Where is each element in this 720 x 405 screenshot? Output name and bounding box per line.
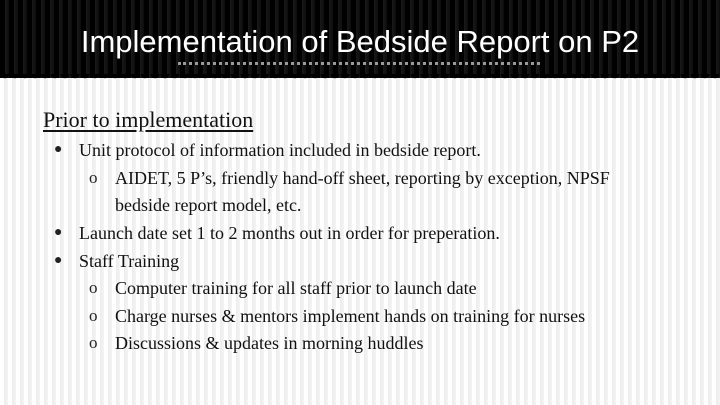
bullet-item-staff-training: Staff Training [79, 251, 180, 271]
bullet-item-unit-protocol: Unit protocol of information included in bedside report. [79, 140, 481, 160]
slide-title: Implementation of Bedside Report on P2 [80, 24, 640, 59]
sub-bullet-icon: o [89, 333, 98, 352]
sub-item-discussions: Discussions & updates in morning huddles [115, 333, 424, 353]
bullet-icon: ● [54, 253, 63, 268]
bullet-item-launch-date: Launch date set 1 to 2 months out in order for preperation. [79, 223, 500, 243]
sub-item-aidet-line1: AIDET, 5 P’s, friendly hand-off sheet, reporting by exception, NPSF [115, 168, 610, 188]
bullet-icon: ● [54, 225, 63, 240]
section-heading: Prior to implementation [43, 107, 254, 132]
sub-item-charge-nurses: Charge nurses & mentors implement hands on training for nurses [115, 306, 586, 326]
sub-item-computer-training: Computer training for all staff prior to launch date [115, 278, 477, 298]
sub-item-aidet-line2: bedside report model, etc. [115, 195, 302, 215]
sub-bullet-icon: o [89, 168, 98, 187]
sub-bullet-icon: o [89, 306, 98, 325]
bullet-icon: ● [54, 142, 63, 157]
title-underline [178, 62, 540, 65]
sub-bullet-icon: o [89, 278, 98, 297]
